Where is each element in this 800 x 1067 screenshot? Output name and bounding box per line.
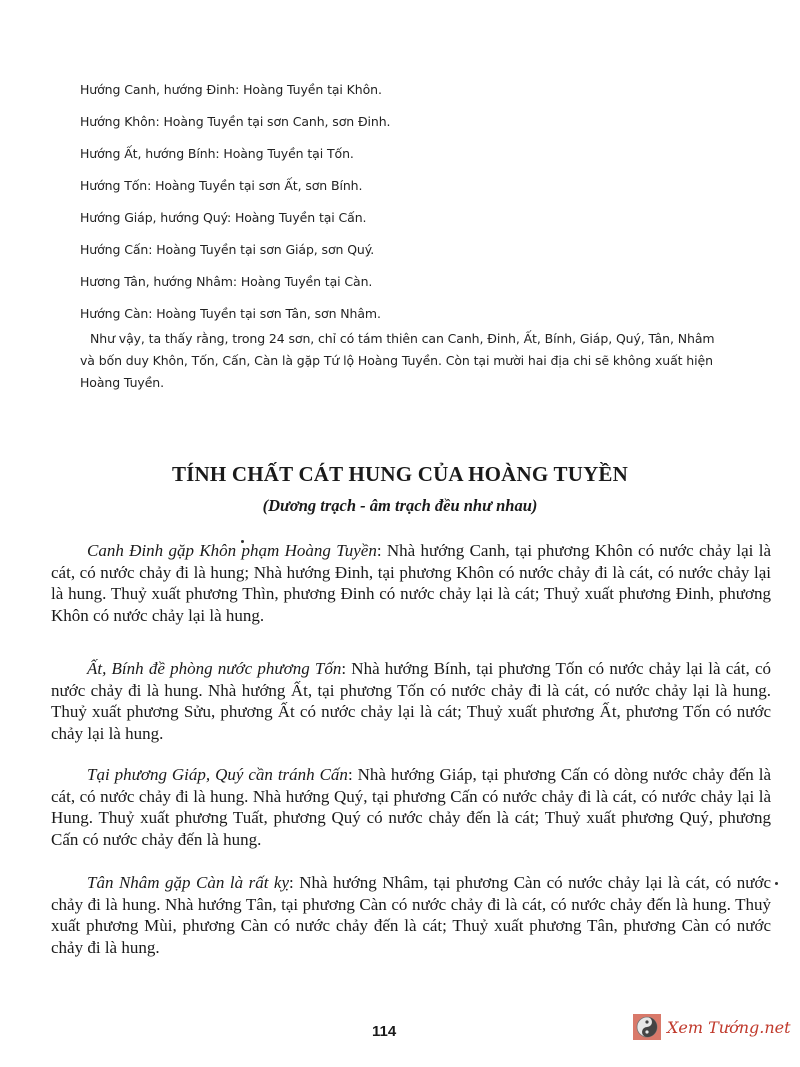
section-subtitle: (Dương trạch - âm trạch đều như nhau) — [262, 496, 538, 515]
handwritten-line: Hương Tân, hướng Nhâm: Hoàng Tuyền tại Càn. — [80, 274, 373, 289]
paragraph-body: : Nhà hướng Giáp, tại phương Cấn có dòng nước chảy đến là cát, có nước chảy đi là hung. Nhà hướng Quý, tại phương Cấn có nước chảy đi là cát, có nước chảy lại là Hung. Thuỷ xuất phương Tuất, phương Quý có nước chảy đến là cát; Thuỷ xuất phương Quý, phương Cấn có nước chảy đến là hung. — [51, 765, 771, 849]
paragraph-lead: Tại phương Giáp, Quý cần tránh Cấn — [87, 765, 348, 784]
watermark-logo — [633, 1014, 791, 1040]
paragraph-lead: Tân Nhâm gặp Càn là rất kỵ — [87, 873, 290, 892]
body-paragraph — [51, 658, 771, 744]
handwritten-line: Hướng Khôn: Hoàng Tuyền tại sơn Canh, sơn Đinh. — [80, 114, 391, 129]
handwritten-line: Hướng Càn: Hoàng Tuyền tại sơn Tân, sơn Nhâm. — [80, 306, 381, 321]
paragraph-lead: Ất, Bính đề phòng nước phương Tốn — [87, 659, 342, 678]
paragraph-body: : Nhà hướng Canh, tại phương Khôn có nước chảy lại là cát, có nước chảy đi là hung; Nhà hướng Đinh, tại phương Khôn có nước chảy đi là cát, có nước chảy lại là hung. Thuỷ xuất phương Thìn, phương Đinh có nước chảy lại là cát; Thuỷ xuất phương Đinh, phương Khôn có nước chảy lại là hung. — [51, 541, 771, 625]
scan-speck — [775, 882, 778, 885]
handwritten-line: Hướng Cấn: Hoàng Tuyền tại sơn Giáp, sơn Quý. — [80, 242, 375, 257]
page-number: 114 — [372, 1023, 397, 1040]
paragraph-body: : Nhà hướng Nhâm, tại phương Càn có nước chảy lại là cát, có nước chảy đi là hung. Nhà hướng Tân, tại phương Càn có nước chảy đi là cát, có nước chảy đến là hung. Thuỷ xuất phương Mùi, phương Càn có nước chảy đến là cát; Thuỷ xuất phương Tân, phương Càn có nước chảy đi là hung. — [51, 873, 772, 957]
handwritten-line: Hướng Giáp, hướng Quý: Hoàng Tuyền tại Cấn. — [80, 210, 367, 225]
paragraph-lead: Canh Đinh gặp Khôn phạm Hoàng Tuyền — [87, 541, 377, 560]
watermark-text: Xem Tướng.net — [667, 1017, 791, 1037]
handwritten-line: Hướng Ất, hướng Bính: Hoàng Tuyền tại Tốn. — [80, 146, 354, 161]
body-paragraph — [51, 872, 771, 958]
section-title: TÍNH CHẤT CÁT HUNG CỦA HOÀNG TUYỀN — [171, 462, 629, 486]
paragraph-body: : Nhà hướng Bính, tại phương Tốn có nước chảy lại là cát, có nước chảy đi là hung. Nhà hướng Ất, tại phương Tốn có nước chảy đi là cát, có nước chảy lại là hung. Thuỷ xuất phương Sửu, phương Ất có nước chảy lại là cát; Thuỷ xuất phương Ất, phương Tốn có nước chảy lại là hung. — [51, 659, 771, 743]
handwritten-line: Hướng Canh, hướng Đinh: Hoàng Tuyền tại Khôn. — [80, 82, 382, 97]
body-paragraph — [51, 764, 771, 850]
handwritten-line: Hướng Tốn: Hoàng Tuyền tại sơn Ất, sơn Bính. — [80, 178, 363, 193]
body-paragraph — [51, 540, 771, 626]
yin-yang-icon — [633, 1014, 661, 1040]
summary-paragraph: Như vậy, ta thấy rằng, trong 24 sơn, chỉ có tám thiên can Canh, Đinh, Ất, Bính, Giáp, Quý, Tân, Nhâm và bốn duy Khôn, Tốn, Cấn, Càn là gặp Tứ lộ Hoàng Tuyền. Còn tại mười hai địa chi sẽ không xuất hiện Hoàng Tuyền. — [80, 331, 715, 390]
